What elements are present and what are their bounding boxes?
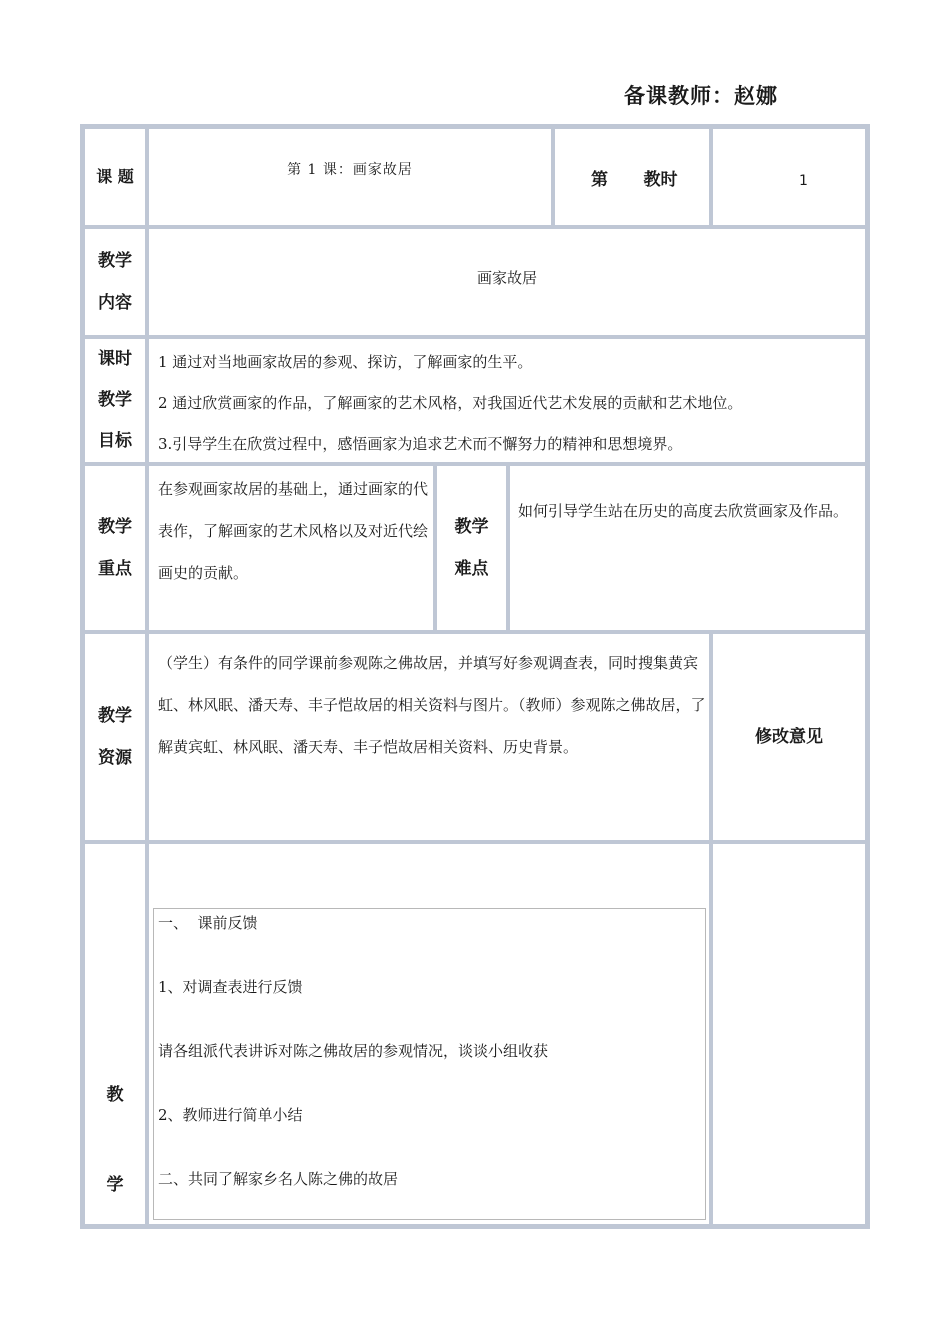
process-line-2: 1、对调查表进行反馈 <box>158 978 303 996</box>
process-line-5: 二、共同了解家乡名人陈之佛的故居 <box>158 1170 399 1188</box>
topic-label: 课 题 <box>96 167 134 186</box>
goals-value-cell <box>147 337 867 464</box>
revision-notes-cell <box>711 842 867 1226</box>
period-value-cell <box>711 127 867 227</box>
goals-label-line-1: 课时 <box>98 349 132 369</box>
resources-label-line-2: 资源 <box>98 748 132 768</box>
difficulty-label-line-1: 教学 <box>454 517 489 537</box>
key-text-cell <box>147 464 435 632</box>
period-value: 1 <box>799 173 808 189</box>
content-label-line-1: 教学 <box>98 251 132 271</box>
content-label-line-2: 内容 <box>98 293 132 313</box>
topic-title-cell <box>147 127 553 227</box>
revision-label-cell <box>711 632 867 842</box>
key-label-line-2: 重点 <box>98 559 132 579</box>
period-label-cell <box>553 127 711 227</box>
key-label-line-1: 教学 <box>98 517 132 537</box>
process-line-1: 一、 课前反馈 <box>158 914 258 932</box>
process-label-line-2: 学 <box>106 1175 124 1195</box>
topic-title: 第 1 课：画家故居 <box>287 162 413 178</box>
process-line-3: 请各组派代表讲诉对陈之佛故居的参观情况，谈谈小组收获 <box>158 1042 549 1060</box>
difficulty-label-cell <box>435 464 508 632</box>
content-value: 画家故居 <box>477 269 538 287</box>
key-label-cell <box>83 464 147 632</box>
period-label: 第 教时 <box>591 170 678 190</box>
key-text: 在参观画家故居的基础上，通过画家的代表作，了解画家的艺术风格以及对近代绘画史的贡献。 <box>158 480 429 582</box>
revision-label: 修改意见 <box>755 727 823 747</box>
resources-label-cell <box>83 632 147 842</box>
teacher-name: 备课教师：赵娜 <box>624 84 778 108</box>
goal-item-2: 2 通过欣赏画家的作品，了解画家的艺术风格，对我国近代艺术发展的贡献和艺术地位。 <box>158 394 743 412</box>
difficulty-label-line-2: 难点 <box>454 559 489 579</box>
goals-label-cell <box>83 337 147 464</box>
topic-label-cell <box>83 127 147 227</box>
process-content-box <box>153 908 706 1220</box>
goal-item-3: 3.引导学生在欣赏过程中，感悟画家为追求艺术而不懈努力的精神和思想境界。 <box>158 435 683 453</box>
process-label-cell <box>83 842 147 1226</box>
process-label-line-1: 教 <box>106 1085 124 1105</box>
resources-text-cell <box>147 632 711 842</box>
resources-text: （学生）有条件的同学课前参观陈之佛故居，并填写好参观调查表，同时搜集黄宾虹、林风眠、潘天寿、丰子恺故居的相关资料与图片。（教师）参观陈之佛故居，了解黄宾虹、林风眠、潘天寿、丰子恺故居相关资料、历史背景。 <box>158 654 706 756</box>
goal-item-1: 1 通过对当地画家故居的参观、探访，了解画家的生平。 <box>158 353 533 371</box>
content-value-cell <box>147 227 867 337</box>
difficulty-text: 如何引导学生站在历史的高度去欣赏画家及作品。 <box>518 502 849 520</box>
resources-label-line-1: 教学 <box>98 706 132 726</box>
process-line-4: 2、教师进行简单小结 <box>158 1106 303 1124</box>
content-label-cell <box>83 227 147 337</box>
difficulty-text-cell <box>508 464 867 632</box>
goals-label-line-2: 教学 <box>98 390 132 410</box>
goals-label-line-3: 目标 <box>98 431 132 451</box>
